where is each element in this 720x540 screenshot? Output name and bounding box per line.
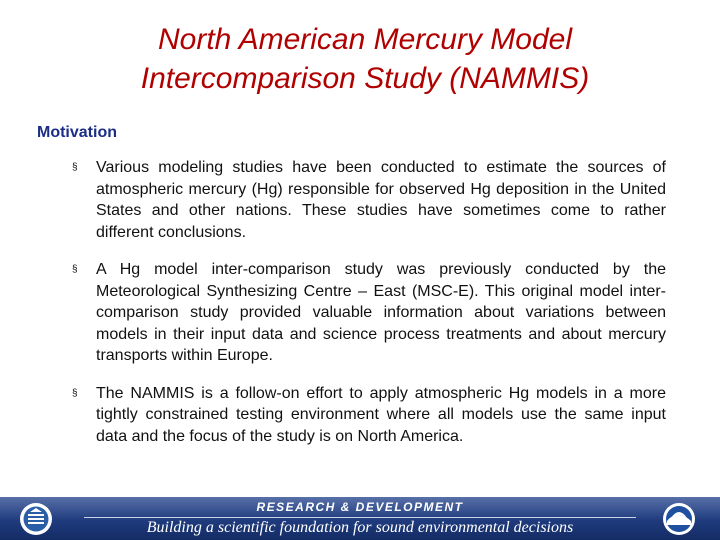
section-heading: Motivation — [37, 124, 117, 141]
slide-title-line-1: North American Mercury Model — [157, 23, 572, 56]
epa-seal-icon — [18, 501, 54, 537]
bullet-item — [70, 259, 666, 367]
slide-title-line-2: Intercomparison Study (NAMMIS) — [140, 62, 590, 95]
slide-title — [0, 20, 720, 98]
bullet-item — [70, 383, 666, 448]
bullet-item — [70, 157, 666, 243]
footer-heading: RESEARCH & DEVELOPMENT — [256, 500, 464, 514]
footer-banner — [0, 497, 720, 540]
bullet-list — [70, 157, 666, 463]
bullet-text: Various modeling studies have been conducted to estimate the sources of atmospheric mercury (Hg) responsible for observed Hg deposition in the United States and other nations. These studies have sometimes come to rather different conclusions. — [96, 159, 666, 241]
bullet-marker: § — [72, 162, 78, 173]
footer-tagline: Building a scientific foundation for sound environmental decisions — [146, 519, 574, 536]
bullet-text: A Hg model inter-comparison study was previously conducted by the Meteorological Synthesizing Centre – East (MSC-E). This original model inter-comparison study provided valuable information about variations between models in their input data and science process treatments and about mercury transports within Europe. — [96, 261, 666, 364]
bullet-marker: § — [72, 387, 78, 399]
bullet-marker: § — [72, 264, 78, 275]
bullet-text: The NAMMIS is a follow-on effort to apply atmospheric Hg models in a more tightly constrained testing environment where all models use the same input data and the focus of the study is on North America. — [96, 384, 666, 445]
footer-divider — [84, 517, 636, 518]
noaa-logo-icon — [661, 501, 697, 537]
